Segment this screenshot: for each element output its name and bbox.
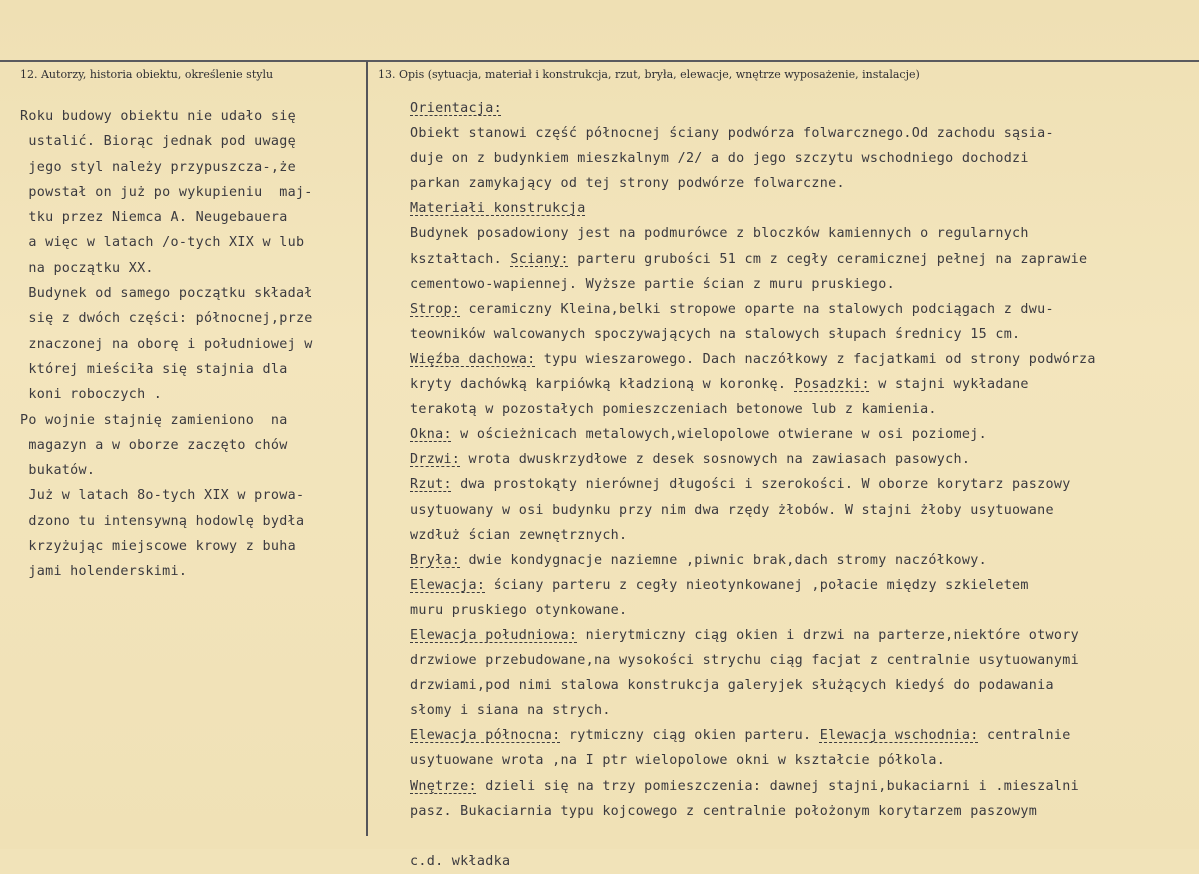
field-text: w ościeżnicach metalowych,wielopolowe otwierane w osi poziomej. [451, 427, 987, 443]
description-text-column [410, 96, 1199, 874]
description-line [410, 648, 1199, 673]
field-heading: Rzut: [410, 477, 452, 493]
field-text: centralnie [978, 728, 1071, 744]
description-line [410, 247, 1199, 272]
description-line [410, 598, 1199, 623]
description-line [410, 472, 1199, 497]
field-heading: Elewacja wschodnia: [819, 728, 979, 744]
description-line [410, 548, 1199, 573]
field-text: słomy i siana na strych. [410, 703, 611, 719]
field-heading: Okna: [410, 427, 452, 443]
field-heading: Bryła: [410, 552, 461, 568]
description-line [410, 573, 1199, 598]
description-line [410, 673, 1199, 698]
field-text: parteru grubości 51 cm z cegły ceramicznej pełnej na zaprawie [568, 251, 1088, 267]
description-line [410, 623, 1199, 648]
history-line: Roku budowy obiektu nie udało się [20, 109, 296, 124]
history-line: krzyżując miejscowe krowy z buha [20, 539, 296, 555]
description-line [410, 748, 1199, 773]
field-text: nierytmiczny ciąg okien i drzwi na parterze,niektóre otwory [577, 627, 1079, 643]
history-line: Budynek od samego początku składał [20, 286, 313, 302]
field-text: drzwiami,pod nimi stalowa konstrukcja galeryjek służących kiedyś do podawania [410, 678, 1054, 694]
description-line [410, 146, 1199, 171]
history-line: której mieściła się stajnia dla [20, 361, 288, 377]
history-text-column [20, 104, 360, 585]
description-line [410, 799, 1199, 824]
history-line: a więc w latach /o-tych XIX w lub [20, 235, 305, 251]
field-text: kształtach. [410, 251, 511, 267]
field-text: teowników walcowanych spoczywających na stalowych słupach średnicy 15 cm. [410, 326, 1021, 342]
column-divider [366, 61, 368, 836]
field-text: Obiekt stanowi część północnej ściany podwórza folwarcznego.Od zachodu sąsia- [410, 126, 1054, 142]
history-line: znaczonej na oborę i południowej w [20, 336, 313, 352]
description-line [410, 272, 1199, 297]
history-line: koni roboczych . [20, 387, 163, 403]
field-heading: Elewacja północna: [410, 728, 561, 744]
description-line [410, 372, 1199, 397]
field-text: wzdłuż ścian zewnętrznych. [410, 527, 628, 543]
description-line [410, 447, 1199, 472]
field-heading: Drzwi: [410, 452, 461, 468]
history-line: ustalić. Biorąc jednak pod uwagę [20, 134, 296, 150]
description-line [410, 297, 1199, 322]
description-line [410, 397, 1199, 422]
field-text: muru pruskiego otynkowane. [410, 602, 628, 618]
field-text: wrota dwuskrzydłowe z desek sosnowych na zawiasach pasowych. [460, 452, 971, 468]
history-line: bukatów. [20, 463, 96, 479]
description-line [410, 774, 1199, 799]
field-text: usytuowany w osi budynku przy nim dwa rzędy żłobów. W stajni żłoby usytuowane [410, 502, 1054, 518]
section-12-header: 12. Autorzy, historia obiektu, określenie stylu [20, 68, 274, 81]
field-text: cementowo-wapiennej. Wyższe partie ścian z muru pruskiego. [410, 276, 895, 292]
history-line: na początku XX. [20, 260, 154, 276]
history-line: tku przez Niemca A. Neugebauera [20, 210, 288, 226]
description-line [410, 723, 1199, 748]
field-text: ściany parteru z cegły nieotynkowanej ,połacie między szkieletem [485, 577, 1029, 593]
history-line: Już w latach 8o-tych XIX w prowa- [20, 488, 305, 504]
field-text: rytmiczny ciąg okien parteru. [560, 728, 820, 744]
field-heading: Strop: [410, 301, 461, 317]
description-line [410, 498, 1199, 523]
description-line [410, 698, 1199, 723]
history-line: jego styl należy przypuszcza-,że [20, 159, 296, 175]
header-rule [0, 60, 1199, 62]
description-line [410, 523, 1199, 548]
description-line [410, 322, 1199, 347]
description-line [410, 171, 1199, 196]
history-line: Po wojnie stajnię zamieniono na [20, 412, 288, 428]
field-text: duje on z budynkiem mieszkalnym /2/ a do jego szczytu wschodniego dochodzi [410, 151, 1029, 167]
field-heading: Więźba dachowa: [410, 351, 536, 367]
description-line [410, 121, 1199, 146]
field-heading: Elewacja: [410, 577, 486, 593]
field-text: c.d. wkładka [410, 853, 511, 869]
description-line [410, 96, 1199, 121]
field-text: dwie kondygnacje naziemne ,piwnic brak,dach stromy naczółkowy. [460, 552, 987, 568]
history-line: powstał on już po wykupieniu maj- [20, 184, 313, 200]
description-line [410, 824, 1199, 849]
description-line [410, 347, 1199, 372]
field-text: kryty dachówką karpiówką kładzioną w koronkę. [410, 377, 795, 393]
field-text: dwa prostokąty nierównej długości i szerokości. W oborze korytarz paszowy [451, 477, 1071, 493]
field-text: parkan zamykający od tej strony podwórze folwarczne. [410, 176, 845, 192]
field-heading: Orientacja: [410, 101, 502, 116]
field-text: w stajni wykładane [869, 377, 1029, 393]
field-heading: Posadzki: [794, 377, 870, 393]
field-heading: Wnętrze: [410, 778, 477, 794]
field-text: ceramiczny Kleina,belki stropowe oparte na stalowych podciągach z dwu- [460, 301, 1054, 317]
description-line [410, 221, 1199, 246]
history-line: dzono tu intensywną hodowlę bydła [20, 513, 305, 529]
field-heading: Elewacja południowa: [410, 627, 578, 643]
description-line [410, 422, 1199, 447]
history-line: się z dwóch części: północnej,prze [20, 311, 313, 327]
field-text: dzieli się na trzy pomieszczenia: dawnej stajni,bukaciarni i .mieszalni [476, 778, 1079, 794]
field-heading: Sciany: [510, 251, 569, 267]
history-line: magazyn a w oborze zaczęto chów [20, 437, 288, 453]
field-text: pasz. Bukaciarnia typu kojcowego z centralnie położonym korytarzem paszowym [410, 803, 1038, 819]
field-text: Budynek posadowiony jest na podmurówce z bloczków kamiennych o regularnych [410, 226, 1029, 242]
field-heading: Materiałi konstrukcja [410, 201, 586, 217]
description-line [410, 196, 1199, 221]
history-line: jami holenderskimi. [20, 564, 188, 580]
section-13-header: 13. Opis (sytuacja, materiał i konstrukcja, rzut, bryła, elewacje, wnętrze wyposażenie, instalacje) [378, 68, 920, 81]
field-text: usytuowane wrota ,na I ptr wielopolowe okni w kształcie półkola. [410, 753, 946, 769]
field-text: terakotą w pozostałych pomieszczeniach betonowe lub z kamienia. [410, 402, 937, 418]
field-text: drzwiowe przebudowane,na wysokości strychu ciąg facjat z centralnie usytuowanymi [410, 653, 1079, 669]
field-text: typu wieszarowego. Dach naczółkowy z facjatkami od strony podwórza [535, 351, 1096, 367]
description-line [410, 849, 1199, 874]
